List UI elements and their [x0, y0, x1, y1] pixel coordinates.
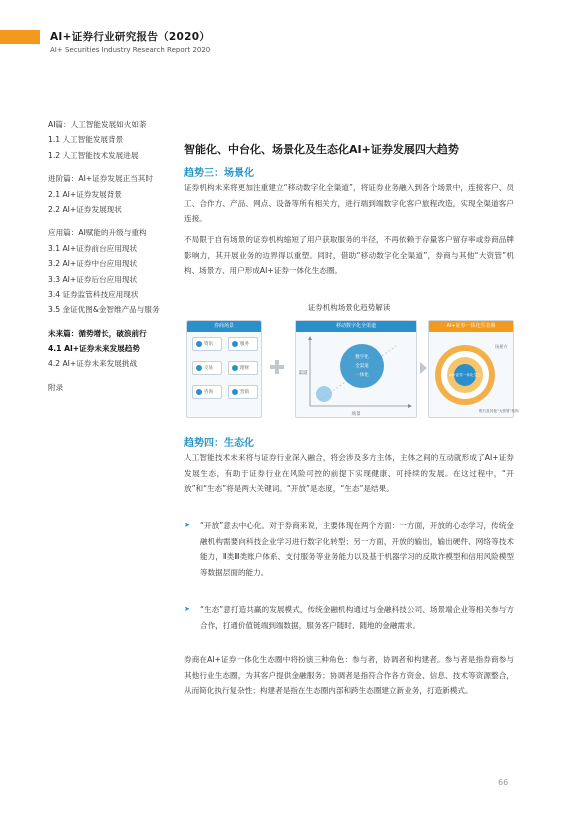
center-line-3: 一体化 — [355, 373, 369, 378]
toc-item[interactable]: 3.5 金证优图&金智维产品与服务 — [48, 305, 160, 315]
center-line-1: 数字化 — [355, 355, 369, 360]
bullet-arrow-icon: ➤ — [184, 521, 190, 529]
toc-item[interactable]: 3.2 AI+证券中台应用现状 — [48, 259, 138, 269]
scenario-label: 营销 — [240, 390, 249, 395]
table-of-contents — [48, 117, 188, 395]
scenario-cell — [228, 337, 258, 351]
scenario-icon — [196, 365, 202, 371]
bullet-open — [184, 518, 514, 580]
top-label: 场景方 — [495, 344, 508, 349]
panel3-header: AI+证券一体化生态圈 — [429, 321, 513, 332]
figure-panel-scenarios — [186, 320, 262, 418]
scenario-cell — [228, 385, 258, 399]
figure-title: 证券机构场景化趋势解读 — [307, 303, 391, 312]
bullet-ecosystem — [184, 602, 514, 633]
scenario-cell — [228, 361, 258, 375]
toc-gap — [48, 318, 188, 326]
bullet-arrow-icon: ➤ — [184, 605, 190, 613]
trend4-paragraph-1: 人工智能技术未来将与证券行业深入融合，将会涉及多方主体，主体之间的互动就形成了AI+证券发展生态，有助于证券行业在风险可控的前提下实现健康、可持续的发展。在这过程中，“开放”和“生态”将是两大关键词。“开放”是态度，“生态”是结果。 — [184, 453, 514, 494]
scenario-label: 资讯 — [204, 342, 213, 347]
toc-item[interactable]: 未来篇：循势增长，破浪前行 — [48, 328, 147, 338]
x-axis-arrow-icon — [408, 404, 412, 408]
ecosystem-diagram — [429, 332, 519, 418]
header-accent-bar — [0, 30, 40, 44]
trend4-paragraph-2: 券商在AI+证券一体化生态圈中将扮演三种角色：参与者，协调者和构建者。参与者是指券商参与其他行业生态圈，为其客户提供金融服务；协调者是指符合作各方资金、信息、技术等资源整合，从而简化执行复杂性；构建者是指在生态圈内部和跨生态圈建立新业务，打造新模式。 — [184, 655, 514, 696]
page-number: 66 — [498, 778, 509, 787]
toc-item[interactable]: 进阶篇：AI+证券发展正当其时 — [48, 174, 153, 184]
toc-item[interactable]: 附录 — [48, 382, 64, 392]
trend3-paragraph-1: 证券机构未来将更加注重建立“移动数字化全渠道”，将证券业务融入到各个场景中，连接客户、员工、合作方、产品、网点、设备等所有相关方，进行端到端数字化客户旅程改造，实现全渠道客户连接。 — [184, 183, 514, 224]
trend3-paragraph-2: 不局限于自有场景的证券机构缩短了用户获取服务的半径，不再依赖于存量客户留存率或券商品牌影响力，其开展业务的边界得以重塑。同时，借助“移动数字化全渠道”，券商与其他“大资管”机构、场景方、用户形成AI+证券一体化生态圈。 — [184, 235, 514, 276]
scenario-icon — [232, 389, 238, 395]
scenario-label: 交易 — [204, 366, 213, 371]
panel2-header: 移动数字化全渠道 — [296, 321, 416, 332]
toc-item[interactable]: 2.1 AI+证券发展背景 — [48, 189, 122, 199]
report-title: AI+证券行业研究报告（2020） — [50, 31, 211, 43]
bullet-ecosystem-text: “生态”意打造共赢的发展模式，传统金融机构通过与金融科技公司、场景端企业等相关参与方合作，打通价值链端到端数据，服务客户随时、随地的金融需求。 — [200, 605, 514, 630]
y-axis-arrow-icon — [308, 336, 312, 340]
center-line-2: 全渠道 — [355, 364, 369, 369]
arrow-right-icon — [420, 362, 427, 374]
scenario-icon — [196, 389, 202, 395]
toc-item[interactable]: 4.2 AI+证券未来发展挑战 — [48, 359, 138, 369]
scenario-cell — [192, 361, 222, 375]
figure-panel-channels — [295, 320, 417, 418]
bullet-open-text: “开放”意去中心化。对于券商来说，主要体现在两个方面：一方面，开放的心态学习，传统金融机构需要向科技企业学习进行数字化转型；另一方面，开放的输出，输出硬件、网络等技术能力，Ⅱ类Ⅲ类账户体系、支付服务等业务能力以及基于机器学习的反欺诈模型和信用风险模型等数据层面的能力。 — [200, 521, 514, 577]
toc-gap — [48, 163, 188, 171]
toc-item[interactable]: 3.1 AI+证券前台应用现状 — [48, 243, 138, 253]
scenario-label: 服务 — [240, 342, 249, 347]
scenario-cell — [192, 337, 222, 351]
figure-panel-ecosystem — [428, 320, 519, 418]
toc-item[interactable]: AI篇：人工智能发展如火如荼 — [48, 120, 147, 129]
toc-item[interactable]: 2.2 AI+证券发展现状 — [48, 204, 122, 214]
toc-item[interactable]: 4.1 AI+证券未来发展趋势 — [48, 344, 140, 354]
y-axis-label: 渠道 — [298, 371, 308, 376]
report-subtitle: AI+ Securities Industry Research Report 2020 — [50, 46, 211, 54]
toc-item[interactable]: 应用篇：AI赋能的升级与重构 — [48, 228, 147, 238]
toc-item[interactable]: 1.2 人工智能技术发展进展 — [48, 150, 139, 160]
scenario-icon — [232, 365, 238, 371]
toc-item[interactable]: 3.4 证券监管科技应用现状 — [48, 289, 139, 299]
panel1-header: 券商场景 — [187, 321, 261, 332]
section-title: 智能化、中台化、场景化及生态化AI+证券发展四大趋势 — [184, 143, 459, 156]
bottom-label: 银行及其他“大资管”机构 — [479, 409, 519, 413]
x-axis-label: 场景 — [351, 412, 361, 417]
scenario-icon — [196, 341, 202, 347]
toc-gap — [48, 217, 188, 225]
core-label: AI+证券一体化生态 — [449, 373, 481, 377]
scenario-label: 咨询 — [204, 390, 213, 395]
toc-item[interactable]: 3.3 AI+证券后台应用现状 — [48, 274, 138, 284]
scenario-label: 理财 — [240, 366, 249, 371]
scenario-cell — [192, 385, 222, 399]
trend3-heading: 趋势三：场景化 — [184, 168, 254, 179]
toc-item[interactable]: 1.1 人工智能发展背景 — [48, 135, 124, 145]
scenario-icon — [232, 341, 238, 347]
small-circle — [316, 386, 332, 402]
channel-scene-chart — [296, 332, 416, 418]
toc-gap — [48, 372, 188, 380]
trend4-heading: 趋势四：生态化 — [184, 438, 254, 449]
plus-icon — [270, 360, 284, 374]
